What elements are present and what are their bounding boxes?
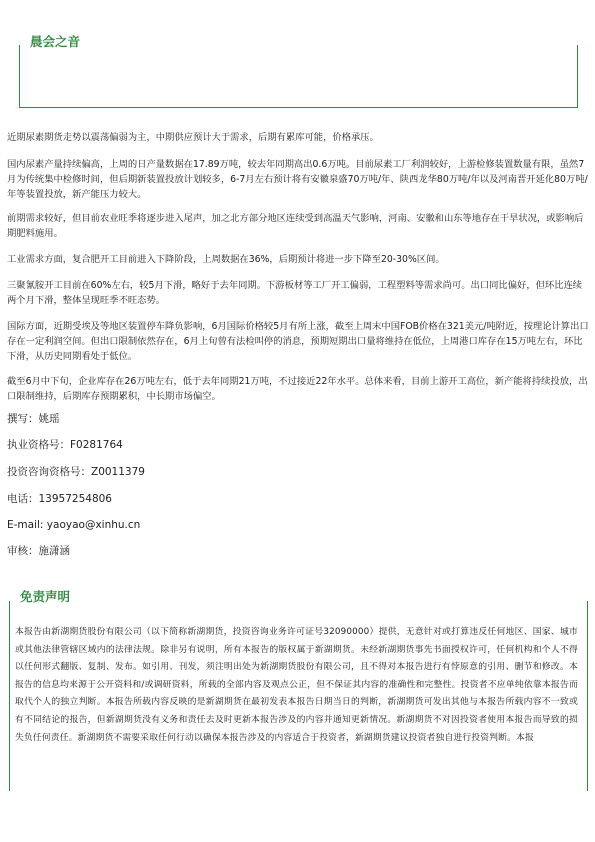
paragraph-industrial-demand xyxy=(7,252,589,267)
morning-meeting-box xyxy=(19,45,578,108)
license-line: 执业资格号：F0281764 xyxy=(7,439,123,451)
paragraph-text: 工业需求方面，复合肥开工目前进入下降阶段，上周数据在36%，后期预计将进一步下降至20-30%区间。 xyxy=(7,254,445,265)
paragraph-text: 截至6月中下旬，企业库存在26万吨左右，低于去年同期21万吨，不过接近22年水平。总体来看，目前上游开工高位，新产能将持续投放，出口限制维持，后期库存预期累积，中长期市场偏空。 xyxy=(7,376,588,402)
morning-meeting-title: 晨会之音 xyxy=(25,34,85,50)
paragraph-text: 前期需求较好，但目前农业旺季将逐步进入尾声，加之北方部分地区连续受到高温天气影响，河南、安徽和山东等地存在干旱状况，或影响后期肥料施用。 xyxy=(7,213,584,239)
paragraph-supply xyxy=(7,157,589,202)
paragraph-international xyxy=(7,319,589,364)
paragraph-text: 三聚氰胺开工目前在60%左右，较5月下滑，略好于去年同期。下游板材等工厂开工偏弱，工程塑料等需求尚可。出口同比偏好，但环比连续两个月下滑，整体呈现旺季不旺态势。 xyxy=(7,280,583,306)
disclaimer-text: 本报告由新湖期货股份有限公司（以下简称新湖期货，投资咨询业务许可证号32090000）提供，无意针对或打算违反任何地区、国家、城市或其他法律管辖区域内的法律法规。除非另有说明，所有本报告的版权属于新湖期货。未经新湖期货事先书面授权许可，任何机构和个人不得以任何形式翻版、复制、发布。如引用、刊发，须注明出处为新湖期货股份有限公司，且不得对本报告进行有悖原意的引用、删节和修改。本报告的信息均来源于公开资料和/或调研资料，所载的全部内容及观点公正，但不保证其内容的准确性和完整性。投资者不应单纯依靠本报告而取代个人的独立判断。本报告所载内容反映的是新湖期货在最初发表本报告日期当日的判断，新湖期货可发出其他与本报告所载内容不一致或有不同结论的报告，但新湖期货没有义务和责任去及时更新本报告涉及的内容并通知更新情况。新湖期货不对因投资者使用本报告而导致的损失负任何责任。新湖期货不需要采取任何行动以确保本报告涉及的内容适合于投资者，新湖期货建议投资者独自进行投资判断。本报 xyxy=(15,627,578,743)
consult-license-line: 投资咨询资格号：Z0011379 xyxy=(7,466,145,478)
disclaimer-title: 免责声明 xyxy=(15,589,75,605)
paragraph-text: 近期尿素期货走势以震荡偏弱为主，中期供应预计大于需求，后期有累库可能，价格承压。 xyxy=(7,132,379,143)
paragraph-agri-demand xyxy=(7,211,589,241)
paragraph-text: 国际方面，近期受埃及等地区装置停车降负影响，6月国际价格较5月有所上涨，截至上周末中国FOB价格在321美元/吨附近，按理论计算出口存在一定利润空间。但出口限制依然存在，6月上旬曾有法检叫停的消息，预期短期出口量将维持在低位，上周港口库存在15万吨左右，环比下滑，从历史同期看处于低位。 xyxy=(7,321,589,362)
email-line[interactable]: E-mail: yaoyao@xinhu.cn xyxy=(7,519,141,531)
paragraph-melamine xyxy=(7,278,589,308)
author-line: 撰写：姚瑶 xyxy=(7,413,60,425)
paragraph-inventory xyxy=(7,374,589,404)
paragraph-text: 国内尿素产量持续偏高，上周的日产量数据在17.89万吨，较去年同期高出0.6万吨。目前尿素工厂利润较好，上游检修装置数量有限，虽然7月为传统集中检修时间，但后期新装置投放计划较多，6-7月左右预计将有安徽泉盛70万吨/年、陕西龙华80万吨/年以及河南晋开延化80万吨/年等装置投放，新产能压力较大。 xyxy=(7,159,588,200)
paragraph-summary xyxy=(7,130,589,145)
reviewer-line: 审核：施潇涵 xyxy=(7,545,70,557)
phone-line: 电话：13957254806 xyxy=(7,493,112,505)
